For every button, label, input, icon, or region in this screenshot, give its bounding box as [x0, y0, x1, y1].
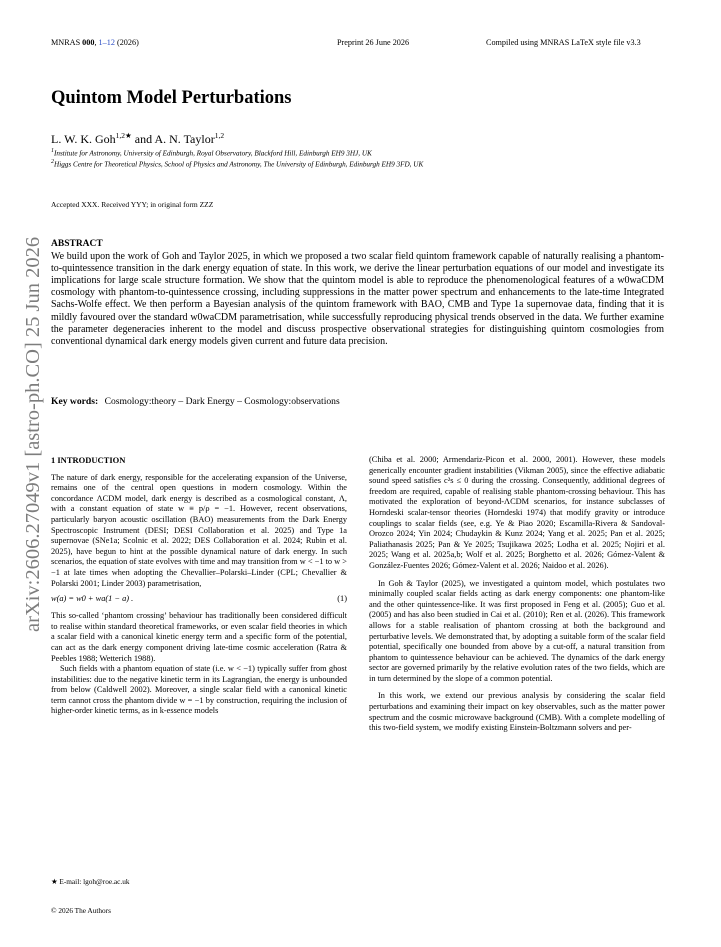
- keywords: [51, 396, 340, 407]
- paragraph: In this work, we extend our previous analysis by considering the scalar field perturbations and examining their impact on key observables, such as the matter power spectrum and the cosmic microwave background (CMB). With a complete modelling of this two-field system, we modify existing Einstein-Boltzmann solvers and per-: [369, 691, 665, 733]
- paragraph: (Chiba et al. 2000; Armendariz-Picon et al. 2000, 2001). However, these models generically encounter gradient instabilities (Vikman 2005), since the effective adiabatic sound speed satisfies c²s ≤ 0 during the crossing. Consequently, additional degrees of freedom are required, capable of realising stable phantom-crossing behaviour. This has motivated the exploration of beyond-ΛCDM scenarios, for instance subclasses of Horndeski scalar-tensor theories (Horndeski 1974) that modify gravity or introduce couplings to scalar fields (see, e.g. Ye & Piao 2020; Escamilla-Rivera & Sandoval-Orozco 2024; Yin 2024; Chudaykin & Kunz 2024; Yang et al. 2025; Pan et al. 2025; Paliathanasis 2025; Pan & Ye 2025; Tsujikawa 2025; Lodha et al. 2025; Nojiri et al. 2025; Wang et al. 2025a,b; Wolf et al. 2025; Borghetto et al. 2026; Gómez-Valent & González-Fuentes 2026; Gómez-Valent et al. 2026; Naidoo et al. 2026).: [369, 455, 665, 570]
- paragraph: This so-called ‘phantom crossing’ behaviour has traditionally been considered difficult to realise within standard theoretical frameworks, or even scalar field theories in which a scalar field with a canonical kinetic energy term and a specific form of the potential, can act as the dark energy component driving late-time cosmic acceleration (Ratra & Peebles 1988; Wetterich 1988).: [51, 611, 347, 663]
- body-column-right: [369, 455, 665, 734]
- paragraph: The nature of dark energy, responsible for the accelerating expansion of the Universe, remains one of the central open questions in modern cosmology. Within the concordance ΛCDM model, dark energy is described as a cosmological constant, Λ, with a constant equation of state w ≡ p/ρ = −1. However, recent observations, particularly baryon acoustic oscillation (BAO) measurements from the Dark Energy Spectroscopic Instrument (DESI; DESI Collaboration et al. 2025) and Type 1a supernovae (SNe1a; Scolnic et al. 2022; DES Collaboration et al. 2024; Rubin et al. 2025), have begun to hint at the possible dynamical nature of dark energy. In such scenarios, the equation of state evolves with time and may transition from w < −1 to w > −1 at late times when adopting the Chevallier–Polarski–Linder (CPL; Chevallier & Polarski 2001; Linder 2003) parametrisation,: [51, 472, 347, 588]
- affiliation: $^1$Institute for Astronomy, University of Edinburgh, Royal Observatory, Blackford Hill, Edinburgh EH9 3HJ, UK: [51, 148, 372, 158]
- author-name: A. N. Taylor: [154, 132, 215, 146]
- section-heading: 1 INTRODUCTION: [51, 455, 126, 465]
- footnote-email: ★ E-mail: lgoh@roe.ac.uk: [51, 877, 130, 886]
- preprint-date: Preprint 26 June 2026: [337, 38, 410, 47]
- abstract-block: [51, 238, 664, 348]
- paragraph: In Goh & Taylor (2025), we investigated a quintom model, which postulates two minimally coupled scalar fields acting as dark energy components: one phantom-like and the other quintessence-like. It was first proposed in Feng et al. (2005); Guo et al. (2005) and has also been studied in Cai et al. (2010); Ren et al. (2026). This framework allows for a stable realisation of phantom crossing at both the background and perturbative levels. We demonstrated that, by adopting a suitable form of the scalar field potential, specifically one bounded from above by a cut-off, a natural transition from phantom to quintessence behaviour can be achieved. The dynamics of the dark energy sector are governed primarily by the relative evolution rates of the two fields, which are in turn determined by the slope of a common potential.: [369, 578, 665, 683]
- page-range-link[interactable]: 1–12: [98, 38, 115, 47]
- copyright-notice: © 2026 The Authors: [51, 906, 111, 915]
- author-name: L. W. K. Goh: [51, 132, 116, 146]
- body-column-left: [51, 455, 347, 717]
- style-file-note: Compiled using MNRAS LaTeX style file v3.3: [486, 38, 641, 47]
- affiliation: $^2$Higgs Centre for Theoretical Physics, School of Physics and Astronomy, The University of Edinburgh, Edinburgh EH9 3FD, UK: [51, 159, 424, 169]
- submission-dates: Accepted XXX. Received YYY; in original form ZZZ: [51, 200, 214, 209]
- keywords-text: Cosmology:theory – Dark Energy – Cosmology:observations: [104, 396, 340, 407]
- equation-body: w(a) = w0 + wa(1 − a) .: [51, 594, 134, 604]
- author-affil-marker[interactable]: 1,2★: [115, 131, 132, 140]
- equation-number: (1): [337, 594, 347, 604]
- paragraph: Such fields with a phantom equation of state (i.e. w < −1) typically suffer from ghost instabilities: due to the negative kinetic term in its Lagrangian, the energy is unbounded from below (Caldwell 2002). Moreover, a single scalar field with a canonical kinetic term cannot cross the phantom divide w = −1 by construction, requiring the inclusion of higher-order kinetic terms, as in k-essence models: [51, 664, 347, 716]
- equation: [51, 594, 347, 608]
- arxiv-identifier[interactable]: arXiv:2606.27049v1 [astro-ph.CO] 25 Jun 2026: [22, 236, 44, 632]
- abstract-text: We build upon the work of Goh and Taylor 2025, in which we proposed a two scalar field quintom framework capable of naturally realising a phantom-to-quintessence transition in the dark energy equation of state. In this work, we derive the linear perturbation equations of our model and investigate its implications for large scale structure formation. We show that the quintom model is able to reproduce the phenomenological features of a w0waCDM cosmology with phantom-to-quintessence crossing, including suppressions in the matter power spectrum and enhancements to the late-time Integrated Sachs-Wolfe effect. We then perform a Bayesian analysis of the quintom framework with BAO, CMB and Type 1a supernovae data, finding that it is mildly favoured over the standard w0waCDM parametrisation, while successfully reproducing physical trends observed in the data. We further examine the parameter degeneracies inherent to the model and discuss prospective observational strategies for distinguishing quintom cosmologies from conventional dynamical dark energy models given current and future data precision.: [51, 251, 664, 347]
- keywords-label: Key words:: [51, 396, 99, 407]
- author-affil-marker: 1,2: [214, 131, 225, 140]
- paper-title: Quintom Model Perturbations: [51, 88, 292, 108]
- abstract-heading: ABSTRACT: [51, 239, 103, 249]
- author-list: L. W. K. Goh$^{1,2★}$ and A. N. Taylor$^{1,2}$: [51, 131, 225, 146]
- running-header-journal: MNRAS 000, 1–12 (2026): [51, 38, 139, 47]
